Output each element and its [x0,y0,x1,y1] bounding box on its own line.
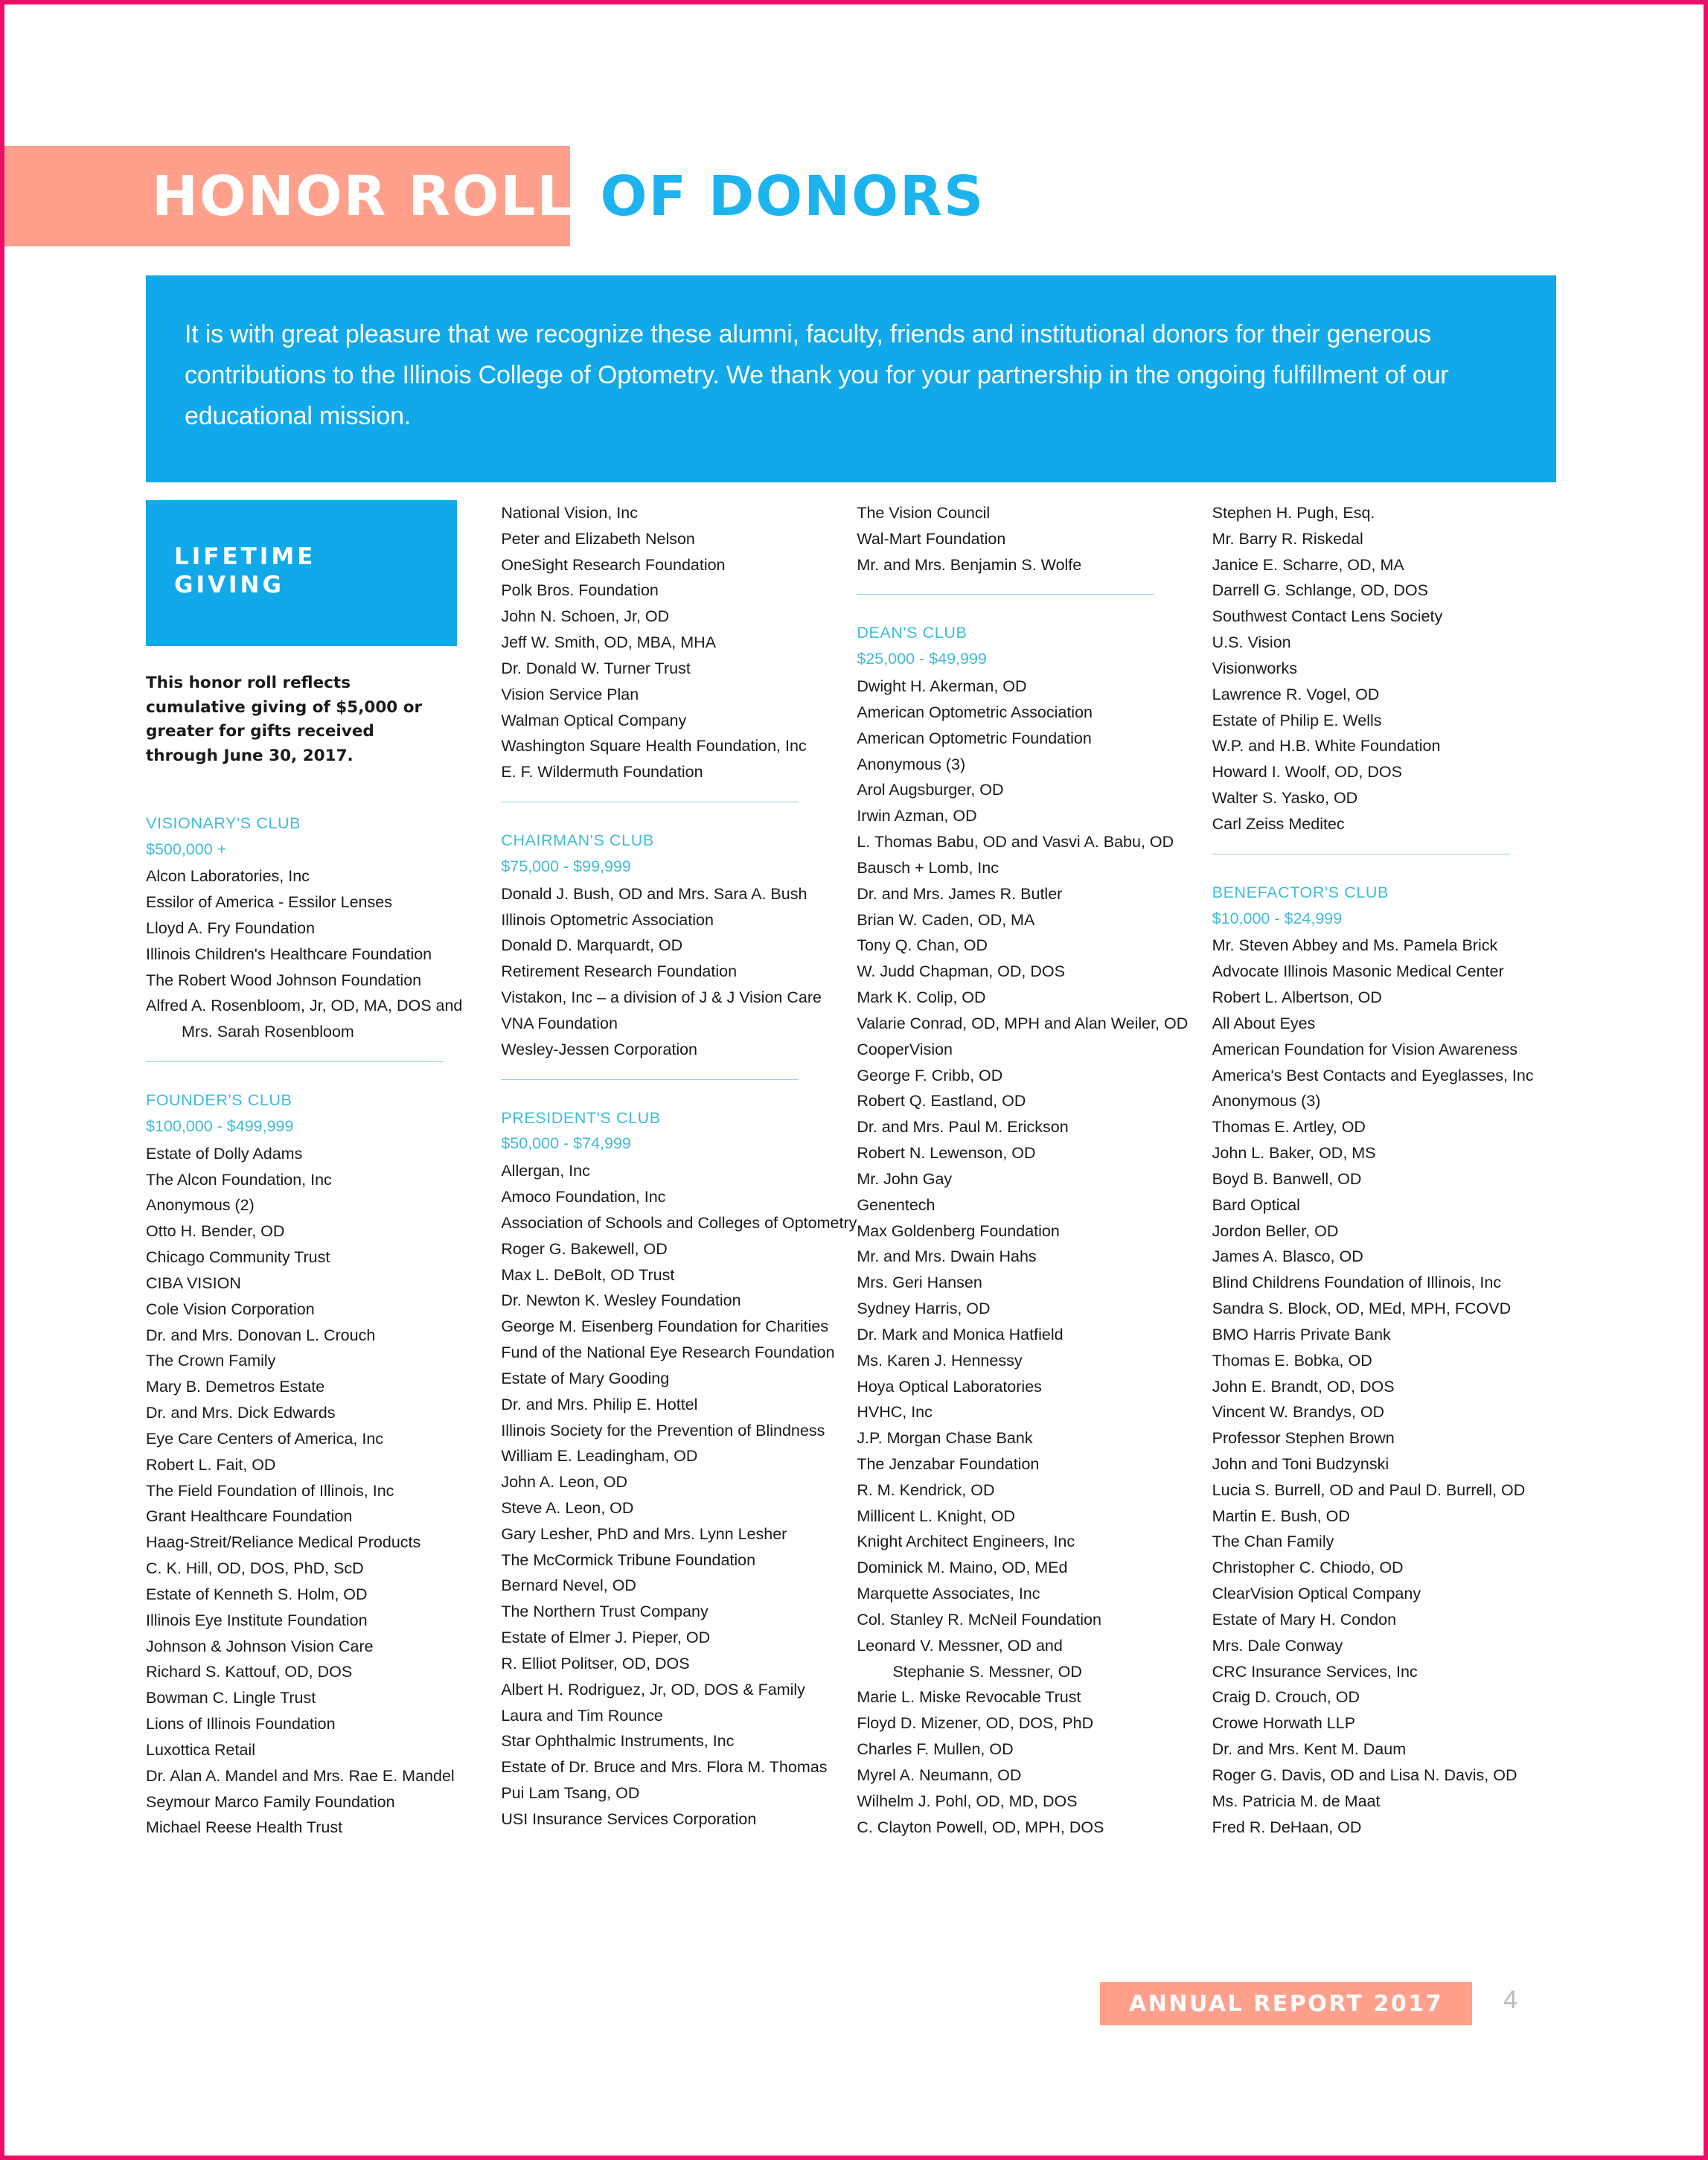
club-name: DEAN'S CLUB [857,624,967,642]
donor-name: J.P. Morgan Chase Bank [857,1429,1033,1448]
donor-name: Thomas E. Artley, OD [1212,1118,1366,1137]
honor-roll-note: This honor roll reflects cumulative giving of $5,000 or greater for gifts received through June 30, 2017. [146,674,423,766]
section-divider [501,1079,799,1080]
donor-name: John A. Leon, OD [501,1473,628,1492]
donor-name: Retirement Research Foundation [501,962,738,981]
donor-name: Arol Augsburger, OD [857,781,1004,799]
donor-name: Stephanie S. Messner, OD [892,1662,1082,1681]
donor-name: The Jenzabar Foundation [857,1454,1040,1473]
donor-name: Col. Stanley R. McNeil Foundation [857,1610,1101,1629]
donor-name: Fund of the National Eye Research Foundation [501,1343,835,1362]
donor-name: Genentech [857,1195,935,1214]
donor-name: Star Ophthalmic Instruments, Inc [501,1732,735,1751]
donor-name: Steve A. Leon, OD [501,1498,634,1517]
donor-name: Dr. Alan A. Mandel and Mrs. Rae E. Mandel [146,1766,455,1785]
donor-name: OneSight Research Foundation [501,555,726,574]
giving-club-section [501,1105,857,1833]
donor-name: Richard S. Kattouf, OD, DOS [146,1663,353,1681]
section-divider [146,1061,444,1062]
donor-name: Mr. Steven Abbey and Ms. Pamela Brick [1212,936,1498,955]
donor-name: Polk Bros. Foundation [501,581,659,600]
donor-name: Estate of Kenneth S. Holm, OD [146,1585,368,1603]
donor-name: Estate of Elmer J. Pieper, OD [501,1629,711,1647]
donor-name: Crowe Horwath LLP [1212,1714,1356,1733]
donor-name: Estate of Mary Gooding [501,1369,670,1387]
donor-name: Dr. and Mrs. Donovan L. Crouch [146,1326,376,1344]
donor-name: Anonymous (2) [146,1196,255,1215]
section-divider [857,594,1154,595]
donor-name: Vistakon, Inc – a division of J & J Vision Care [501,988,822,1007]
donor-name: Illinois Eye Institute Foundation [146,1611,368,1629]
donor-name: Leonard V. Messner, OD and [857,1636,1063,1655]
donor-name: Amoco Foundation, Inc [501,1188,666,1207]
donor-name: Luxottica Retail [146,1740,255,1759]
donor-name: BMO Harris Private Bank [1212,1325,1391,1343]
donor-name: Lloyd A. Fry Foundation [146,919,316,937]
club-name: PRESIDENT'S CLUB [501,1108,661,1127]
intro-statement-block [146,275,1556,482]
donor-name: William E. Leadingham, OD [501,1447,698,1466]
donor-name: CRC Insurance Services, Inc [1212,1662,1418,1681]
donor-name: Johnson & Johnson Vision Care [146,1637,374,1655]
donor-name: Dr. Mark and Monica Hatfield [857,1325,1063,1343]
club-gift-range: $25,000 - $49,999 [857,650,987,668]
donor-name: Millicent L. Knight, OD [857,1506,1016,1525]
club-name: FOUNDER'S CLUB [146,1091,292,1110]
donor-name: Illinois Children's Healthcare Foundation [146,945,432,963]
donor-name: Lucia S. Burrell, OD and Paul D. Burrell, OD [1212,1480,1526,1499]
donor-name: Irwin Azman, OD [857,807,977,825]
donor-name: Lions of Illinois Foundation [146,1715,336,1734]
donor-name: National Vision, Inc [501,504,638,522]
donor-name: E. F. Wildermuth Foundation [501,763,703,782]
donor-name: Estate of Philip E. Wells [1212,711,1382,729]
donor-name: The McCormick Tribune Foundation [501,1550,756,1569]
club-name: VISIONARY'S CLUB [146,814,301,832]
donor-name: Myrel A. Neumann, OD [857,1766,1022,1784]
donor-name: Blind Childrens Foundation of Illinois, Inc [1212,1274,1502,1292]
giving-club-section [1212,880,1549,1841]
donor-name: Ms. Karen J. Hennessy [857,1351,1023,1370]
annual-report-badge [1100,1982,1472,2025]
giving-club-section [857,620,1194,1840]
donor-name: Dr. and Mrs. Kent M. Daum [1212,1740,1407,1759]
donor-name: R. Elliot Politser, OD, DOS [501,1654,690,1672]
donor-name: Association of Schools and Colleges of Optometry [501,1213,857,1232]
donor-name: Jordon Beller, OD [1212,1221,1339,1240]
club-gift-range: $75,000 - $99,999 [501,857,631,875]
donor-name: W. Judd Chapman, OD, DOS [857,962,1065,981]
donor-name: John L. Baker, OD, MS [1212,1144,1376,1163]
title-rest: OF DONORS [600,164,985,229]
donor-list-continuation [857,500,1194,578]
donor-name: Otto H. Bender, OD [146,1222,285,1241]
donor-list-continuation [501,500,839,785]
donor-name: American Foundation for Vision Awareness [1212,1040,1517,1058]
club-gift-range: $100,000 - $499,999 [146,1116,294,1135]
donor-name: Dr. Donald W. Turner Trust [501,659,691,677]
donor-name: Wilhelm J. Pohl, OD, MD, DOS [857,1792,1078,1810]
donor-name: Ms. Patricia M. de Maat [1212,1792,1381,1810]
donor-name: Chicago Community Trust [146,1248,330,1267]
donor-name: Mark K. Colip, OD [857,988,986,1007]
donor-name: Visionworks [1212,659,1297,677]
donor-name: Mrs. Dale Conway [1212,1636,1343,1655]
donor-name: Eye Care Centers of America, Inc [146,1429,384,1448]
donor-name: Robert L. Albertson, OD [1212,988,1382,1007]
donor-name: Vincent W. Brandys, OD [1212,1403,1385,1422]
donor-name: Illinois Society for the Prevention of Blindness [501,1421,825,1440]
donor-name: Dr. and Mrs. Philip E. Hottel [501,1395,698,1413]
donor-name: Hoya Optical Laboratories [857,1377,1042,1396]
donor-name: The Field Foundation of Illinois, Inc [146,1481,394,1500]
donor-name: Dr. and Mrs. James R. Butler [857,884,1063,903]
donor-name: All About Eyes [1212,1014,1316,1032]
giving-club-section [146,811,483,1045]
club-gift-range: $10,000 - $24,999 [1212,909,1343,927]
donor-name: Craig D. Crouch, OD [1212,1688,1360,1707]
page-title [0,146,1563,246]
donor-name: Dwight H. Akerman, OD [857,677,1027,696]
donor-name: Robert Q. Eastland, OD [857,1092,1026,1111]
donor-name: Michael Reese Health Trust [146,1818,343,1837]
donor-name: Sandra S. Block, OD, MEd, MPH, FCOVD [1212,1300,1512,1318]
donor-name: The Vision Council [857,504,991,522]
donor-name: Albert H. Rodriguez, Jr, OD, DOS & Family [501,1680,805,1699]
donor-name: Grant Healthcare Foundation [146,1507,353,1526]
donor-name: Dominick M. Maino, OD, MEd [857,1559,1068,1577]
page-number: 4 [1503,1986,1517,2014]
club-gift-range: $500,000 + [146,840,227,858]
donor-name: Mr. John Gay [857,1169,953,1188]
donor-name: Professor Stephen Brown [1212,1429,1395,1448]
donor-name: Illinois Optometric Association [501,910,714,929]
lifetime-giving-line1: LIFETIME [174,543,316,570]
donor-name: Dr. Newton K. Wesley Foundation [501,1291,741,1310]
donor-name: Floyd D. Mizener, OD, DOS, PhD [857,1714,1094,1733]
donor-name: VNA Foundation [501,1014,618,1032]
donor-name: Jeff W. Smith, OD, MBA, MHA [501,633,717,652]
donor-name: Robert L. Fait, OD [146,1455,276,1474]
donor-column-3 [857,500,1212,1841]
donor-name: Gary Lesher, PhD and Mrs. Lynn Lesher [501,1524,787,1543]
donor-name: Roger G. Bakewell, OD [501,1239,668,1258]
donor-name: Southwest Contact Lens Society [1212,607,1443,626]
donor-name: The Crown Family [146,1352,276,1370]
donor-name: ClearVision Optical Company [1212,1585,1421,1603]
donor-name: James A. Blasco, OD [1212,1247,1363,1266]
donor-name: C. Clayton Powell, OD, MPH, DOS [857,1818,1104,1836]
giving-club-section [501,828,839,1062]
donor-name: Marquette Associates, Inc [857,1585,1040,1603]
donor-name: Dr. and Mrs. Paul M. Erickson [857,1118,1069,1137]
donor-name: Charles F. Mullen, OD [857,1740,1014,1759]
club-gift-range: $50,000 - $74,999 [501,1134,631,1153]
donor-name: Seymour Marco Family Foundation [146,1792,395,1811]
donor-name: Anonymous (3) [1212,1092,1321,1111]
donor-name: Essilor of America - Essilor Lenses [146,893,392,912]
donor-name: Mr. and Mrs. Benjamin S. Wolfe [857,555,1082,574]
donor-name: Darrell G. Schlange, OD, DOS [1212,581,1429,600]
donor-name: Washington Square Health Foundation, Inc [501,737,807,755]
lifetime-giving-line2: GIVING [174,571,284,598]
donor-name: Christopher C. Chiodo, OD [1212,1559,1404,1577]
donor-name: Estate of Dolly Adams [146,1144,303,1163]
donor-name: Howard I. Woolf, OD, DOS [1212,763,1402,782]
donor-name: CIBA VISION [146,1274,241,1292]
donor-name: Brian W. Caden, OD, MA [857,910,1035,929]
donor-name: The Robert Wood Johnson Foundation [146,971,422,989]
donor-name: U.S. Vision [1212,633,1291,652]
donor-name: Bowman C. Lingle Trust [146,1689,316,1707]
donor-column-2 [501,500,857,1841]
donor-name: CooperVision [857,1040,953,1058]
donor-name: Sydney Harris, OD [857,1300,991,1318]
donor-name: The Northern Trust Company [501,1603,709,1621]
donor-name: Roger G. Davis, OD and Lisa N. Davis, OD [1212,1766,1517,1784]
donor-name: Carl Zeiss Meditec [1212,814,1345,833]
donor-name: George F. Cribb, OD [857,1066,1003,1084]
donor-column-1 [146,500,501,1841]
donor-name: L. Thomas Babu, OD and Vasvi A. Babu, OD [857,833,1174,851]
donor-name: America's Best Contacts and Eyeglasses, Inc [1212,1066,1534,1084]
annual-report-label: ANNUAL REPORT 2017 [1129,1990,1443,2017]
donor-name: Wal-Mart Foundation [857,529,1006,548]
donor-name: Estate of Dr. Bruce and Mrs. Flora M. Thomas [501,1758,828,1777]
donor-name: Fred R. DeHaan, OD [1212,1818,1362,1836]
donor-name: HVHC, Inc [857,1403,933,1422]
club-name: CHAIRMAN'S CLUB [501,831,654,850]
donor-name: Laura and Tim Rounce [501,1706,663,1725]
donor-name: George M. Eisenberg Foundation for Charities [501,1317,829,1336]
donor-name: Mrs. Geri Hansen [857,1274,982,1292]
donor-name: Anonymous (3) [857,755,966,773]
donor-name: Walter S. Yasko, OD [1212,789,1358,808]
donor-name: Boyd B. Banwell, OD [1212,1169,1362,1188]
donor-name: Dr. and Mrs. Dick Edwards [146,1404,336,1422]
donor-name: Alcon Laboratories, Inc [146,867,310,886]
donor-name: Donald J. Bush, OD and Mrs. Sara A. Bush [501,884,807,903]
donor-name: R. M. Kendrick, OD [857,1480,995,1499]
donor-name: John E. Brandt, OD, DOS [1212,1377,1395,1396]
donor-name: Haag-Streit/Reliance Medical Products [146,1533,421,1552]
donor-name: Stephen H. Pugh, Esq. [1212,504,1375,522]
donor-name: American Optometric Foundation [857,729,1092,747]
donor-name: The Chan Family [1212,1533,1334,1551]
club-name: BENEFACTOR'S CLUB [1212,883,1389,901]
donor-name: Vision Service Plan [501,685,639,703]
donor-name: Marie L. Miske Revocable Trust [857,1688,1081,1707]
donor-name: American Optometric Association [857,703,1093,721]
donor-name: John and Toni Budzynski [1212,1454,1389,1473]
donor-name: Knight Architect Engineers, Inc [857,1533,1075,1551]
lifetime-giving-box [146,500,457,646]
intro-text: It is with great pleasure that we recognize these alumni, faculty, friends and institutional donors for their generous contributions to the Illinois College of Optometry. We thank you for your partnership in the ongoing fulfillment of our educational mission. [185,320,1449,431]
donor-list-continuation [1212,500,1549,837]
donor-name: Peter and Elizabeth Nelson [501,529,695,548]
donor-name: Mrs. Sarah Rosenbloom [182,1023,354,1041]
donor-name: Bard Optical [1212,1195,1300,1214]
donor-name: C. K. Hill, OD, DOS, PhD, ScD [146,1559,364,1578]
donor-name: John N. Schoen, Jr, OD [501,607,670,626]
donor-name: Estate of Mary H. Condon [1212,1610,1397,1629]
donor-name: Janice E. Scharre, OD, MA [1212,555,1404,574]
donor-name: Tony Q. Chan, OD [857,936,988,955]
donor-name: Mr. Barry R. Riskedal [1212,529,1363,548]
donor-name: Bernard Nevel, OD [501,1576,636,1595]
donor-name: Lawrence R. Vogel, OD [1212,685,1380,703]
donor-name: Robert N. Lewenson, OD [857,1144,1036,1163]
donor-name: Alfred A. Rosenbloom, Jr, OD, MA, DOS and [146,997,463,1015]
donor-name: Thomas E. Bobka, OD [1212,1351,1372,1370]
donor-name: Mr. and Mrs. Dwain Hahs [857,1247,1037,1266]
donor-name: The Alcon Foundation, Inc [146,1170,332,1189]
donor-column-4 [1212,500,1567,1841]
donor-name: Wesley-Jessen Corporation [501,1040,698,1058]
donor-name: Bausch + Lomb, Inc [857,858,999,877]
donor-name: W.P. and H.B. White Foundation [1212,737,1441,755]
donor-name: Pui Lam Tsang, OD [501,1784,640,1803]
donor-columns [146,500,1567,1841]
donor-name: Cole Vision Corporation [146,1300,315,1318]
donor-name: Martin E. Bush, OD [1212,1506,1350,1525]
donor-name: Walman Optical Company [501,711,687,729]
donor-name: Donald D. Marquardt, OD [501,936,683,955]
giving-club-section [146,1087,483,1841]
donor-name: Max Goldenberg Foundation [857,1221,1060,1240]
donor-name: Advocate Illinois Masonic Medical Center [1212,962,1504,981]
donor-name: USI Insurance Services Corporation [501,1809,757,1828]
donor-name: Valarie Conrad, OD, MPH and Alan Weiler, OD [857,1014,1189,1032]
donor-name: Allergan, Inc [501,1162,590,1180]
donor-name: Mary B. Demetros Estate [146,1378,325,1396]
donor-name: Max L. DeBolt, OD Trust [501,1265,675,1284]
title-highlight: HONOR ROLL [152,164,574,229]
